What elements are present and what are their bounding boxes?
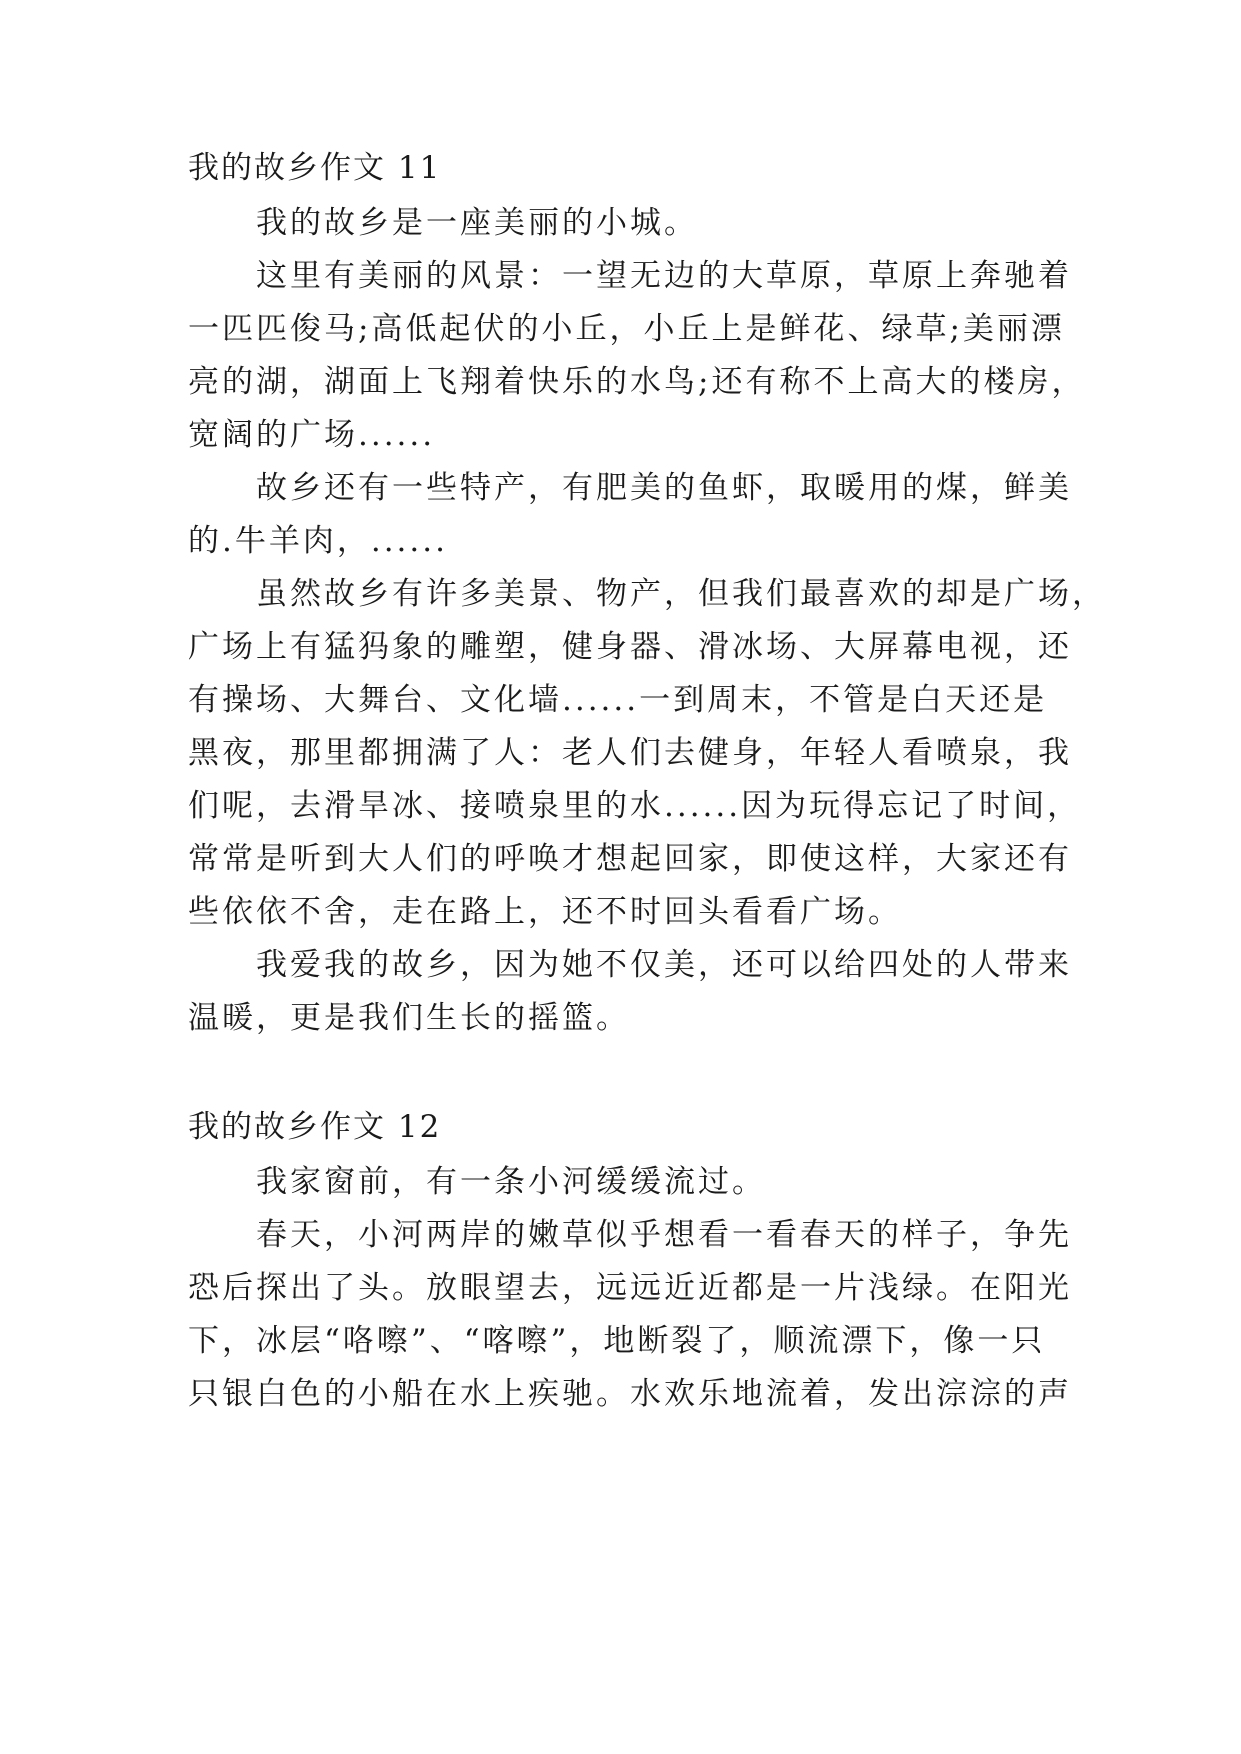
paragraph-line: 我家窗前，有一条小河缓缓流过。	[256, 1164, 766, 1200]
paragraph-line: 一匹匹俊马;高低起伏的小丘，小丘上是鲜花、绿草;美丽漂	[188, 311, 1065, 347]
paragraph-line: 春天，小河两岸的嫩草似乎想看一看春天的样子，争先	[256, 1217, 1072, 1253]
paragraph-line: 我爱我的故乡，因为她不仅美，还可以给四处的人带来	[256, 947, 1072, 983]
paragraph-line: 这里有美丽的风景：一望无边的大草原，草原上奔驰着	[256, 258, 1072, 294]
paragraph-line: 亮的湖，湖面上飞翔着快乐的水鸟;还有称不上高大的楼房，	[188, 364, 1086, 400]
section-title: 我的故乡作文 11	[188, 150, 442, 186]
paragraph-line: 有操场、大舞台、文化墙......一到周末，不管是白天还是	[188, 682, 1048, 718]
paragraph-line: 宽阔的广场......	[188, 417, 436, 453]
paragraph-line: 温暖，更是我们生长的摇篮。	[188, 1000, 630, 1036]
paragraph-line: 黑夜，那里都拥满了人：老人们去健身，年轻人看喷泉，我	[188, 735, 1072, 771]
paragraph-line: 我的故乡是一座美丽的小城。	[256, 205, 698, 241]
paragraph-line: 故乡还有一些特产，有肥美的鱼虾，取暖用的煤，鲜美	[256, 470, 1072, 506]
paragraph-line: 只银白色的小船在水上疾驰。水欢乐地流着，发出淙淙的声	[188, 1376, 1072, 1412]
section-title: 我的故乡作文 12	[188, 1109, 442, 1145]
paragraph-line: 的.牛羊肉，......	[188, 523, 448, 559]
paragraph-line: 下，冰层“咯嚓”、“喀嚓”，地断裂了，顺流漂下，像一只	[188, 1323, 1046, 1359]
paragraph-line: 些依依不舍，走在路上，还不时回头看看广场。	[188, 894, 902, 930]
paragraph-line: 恐后探出了头。放眼望去，远远近近都是一片浅绿。在阳光	[188, 1270, 1072, 1306]
paragraph-line: 虽然故乡有许多美景、物产，但我们最喜欢的却是广场，	[256, 576, 1106, 612]
paragraph-line: 常常是听到大人们的呼唤才想起回家，即使这样，大家还有	[188, 841, 1072, 877]
paragraph-line: 广场上有猛犸象的雕塑，健身器、滑冰场、大屏幕电视，还	[188, 629, 1072, 665]
paragraph-line: 们呢，去滑旱冰、接喷泉里的水......因为玩得忘记了时间，	[188, 788, 1082, 824]
